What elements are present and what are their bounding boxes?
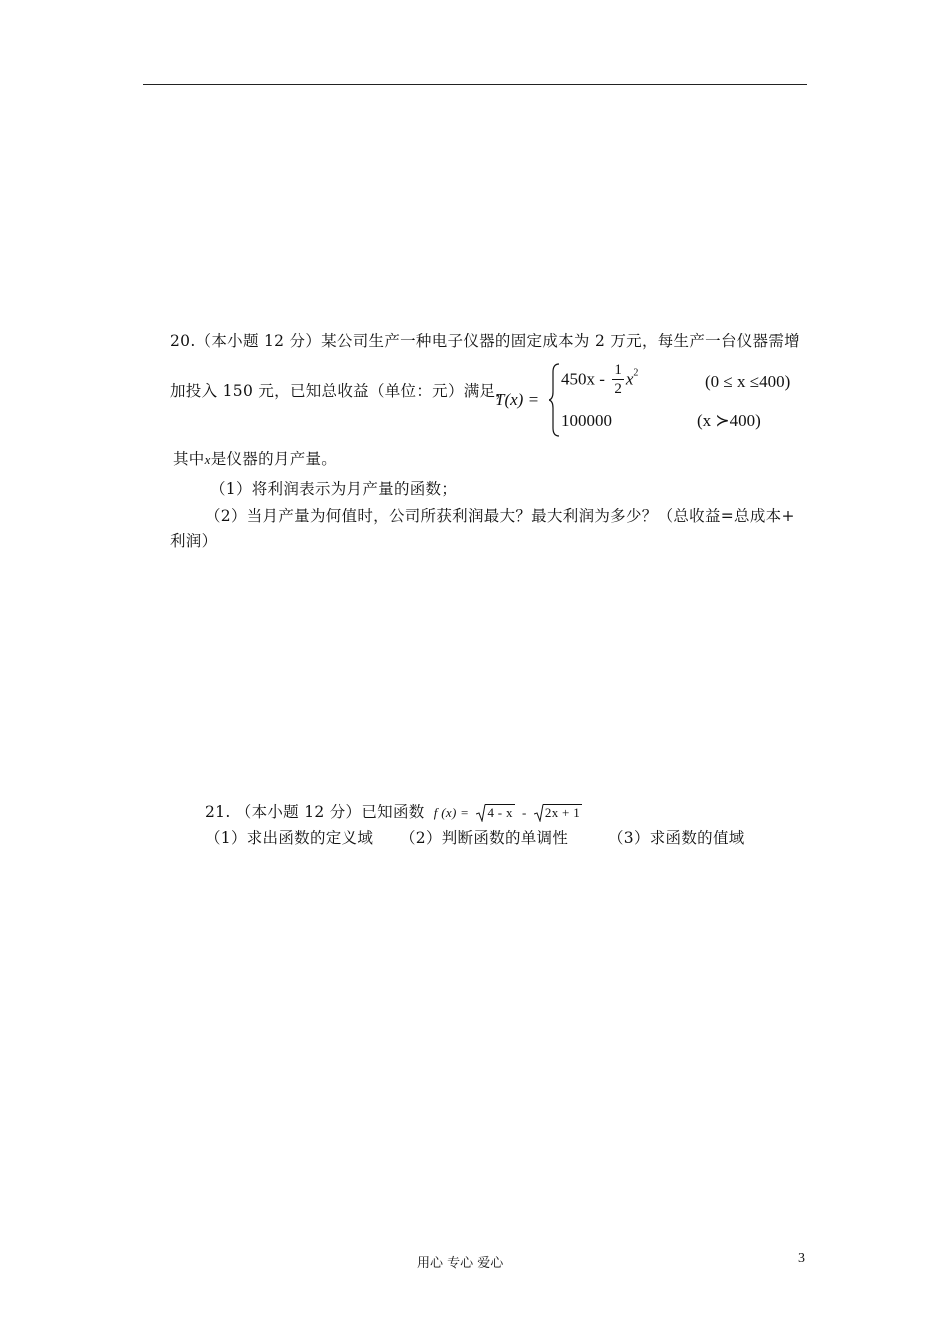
radical-sign-icon <box>534 804 544 822</box>
sqrt-4-minus-x <box>476 804 514 821</box>
fraction-numerator: 1 <box>614 362 622 378</box>
q21-function-lhs: f (x) = <box>433 805 470 820</box>
q20-part1: （1）将利润表示为月产量的函数； <box>210 480 458 498</box>
radicand-1: 4 - x <box>487 805 513 820</box>
case1-expression <box>561 362 638 398</box>
left-brace <box>549 362 561 438</box>
q20-line2: 加投入 150 元，已知总收益（单位：元）满足， <box>170 382 512 400</box>
case2-value: 100000 <box>561 411 612 430</box>
q20-line1: 20.（本小题 12 分）某公司生产一种电子仪器的固定成本为 2 万元，每生产一台仪器需增 <box>170 332 800 350</box>
q21-part2: （2）判断函数的单调性 <box>400 829 569 847</box>
q21-part3: （3）求函数的值域 <box>608 829 745 847</box>
case1-variable: x <box>625 369 634 389</box>
radical-sign-icon <box>476 804 486 822</box>
q21-title: 21. （本小题 12 分）已知函数 <box>205 803 425 821</box>
page-number: 3 <box>798 1251 805 1266</box>
case1-term: 450x - <box>561 369 605 389</box>
q20-line3 <box>173 447 337 469</box>
q20-line3-suffix: 是仪器的月产量。 <box>210 450 338 468</box>
piecewise-formula <box>495 362 815 438</box>
sqrt-2x-plus-1 <box>534 804 582 821</box>
q20-line3-variable: x <box>204 452 211 467</box>
case1-exponent: 2 <box>633 367 639 379</box>
q21-title-line <box>205 800 584 822</box>
header-rule <box>143 84 807 85</box>
minus-sign: - <box>522 805 527 820</box>
case2-condition: (x ≻400) <box>697 411 761 430</box>
radicand-2: 2x + 1 <box>544 805 581 820</box>
fraction-denominator: 2 <box>614 381 622 397</box>
fraction-one-half <box>612 362 624 398</box>
q20-part2-cont: 利润） <box>170 532 218 550</box>
formula-lhs: T(x) = <box>495 390 540 409</box>
q20-line3-prefix: 其中 <box>173 450 205 468</box>
footer-motto: 用心 专心 爱心 <box>417 1256 504 1271</box>
q20-part2: （2）当月产量为何值时，公司所获利润最大？最大利润为多少？（总收益=总成本+ <box>205 507 795 525</box>
case1-condition: (0 ≤ x ≤400) <box>705 372 791 391</box>
q21-part1: （1）求出函数的定义域 <box>205 829 374 847</box>
